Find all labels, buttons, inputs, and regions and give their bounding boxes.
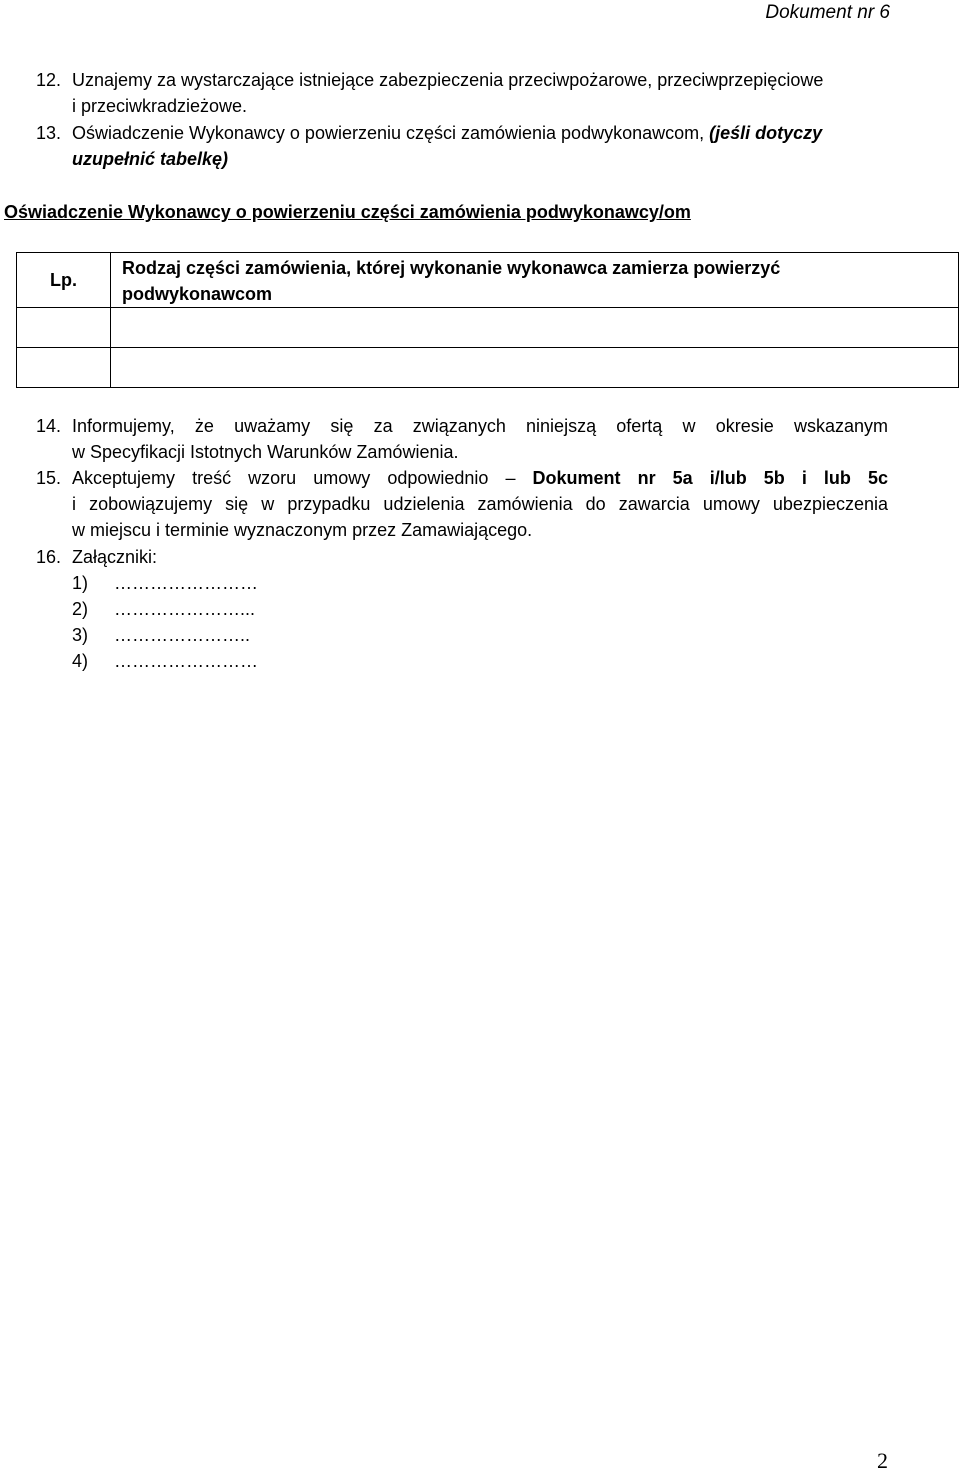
table-cell-lp[interactable] [17,348,111,388]
item-15-text [72,465,888,491]
attachment-number: 3) [72,625,89,645]
item-12 [36,67,823,93]
item-text: Uznajemy za wystarczające istniejące zabezpieczenia przeciwpożarowe, przeciwprzepięciowe [72,70,824,90]
table-row [17,348,959,388]
attachment-item [72,648,258,674]
page-number: 2 [877,1448,888,1473]
item-12-continuation: i przeciwkradzieżowe. [72,96,248,116]
item-number: 16. [36,547,62,567]
attachment-placeholder[interactable]: …………………… [114,651,258,671]
item-number: 14. [36,416,62,436]
item-number: 12. [36,70,62,90]
column-header-line: podwykonawcom [122,284,273,304]
item-number: 15. [36,468,62,488]
table-header-row [17,253,959,308]
attachment-placeholder[interactable]: …………………… [114,573,258,593]
item-text: Akceptujemy treść wzoru umowy odpowiednio – [72,468,533,488]
column-header-lp: Lp. [17,253,111,308]
table-cell-description[interactable] [111,348,959,388]
document-reference: Dokument nr 5a i/lub 5b i lub 5c [532,468,888,488]
attachment-placeholder[interactable]: ………………….. [114,625,251,645]
column-header-description [111,253,959,308]
item-14-text: Informujemy, że uważamy się za związanych niniejszą ofertą w okresie wskazanym [72,416,888,436]
item-13-note-continuation: uzupełnić tabelkę) [72,149,229,169]
attachment-item [72,570,258,596]
attachment-item [72,596,255,622]
subcontractor-table [16,252,959,388]
column-header-line: Rodzaj części zamówienia, której wykonanie wykonawca zamierza powierzyć [122,258,781,278]
item-number: 13. [36,123,62,143]
item-15-continuation: i zobowiązujemy się w przypadku udzielenia zamówienia do zawarcia umowy ubezpieczenia [72,494,888,514]
item-16 [36,544,157,570]
table-row [17,308,959,348]
item-text: Oświadczenie Wykonawcy o powierzeniu części zamówienia podwykonawcom, [72,123,710,143]
item-13 [36,120,822,146]
item-15-continuation: w miejscu i terminie wyznaczonym przez Zamawiającego. [72,520,533,540]
document-header: Dokument nr 6 [765,2,890,23]
attachment-number: 4) [72,651,89,671]
table-cell-lp[interactable] [17,308,111,348]
item-note: (jeśli dotyczy [709,123,823,143]
item-15 [36,465,72,491]
section-title: Oświadczenie Wykonawcy o powierzeniu części zamówienia podwykonawcy/om [4,202,691,222]
attachments-label: Załączniki: [72,547,158,567]
item-14 [36,413,72,439]
table-cell-description[interactable] [111,308,959,348]
attachment-number: 1) [72,573,89,593]
attachment-number: 2) [72,599,89,619]
item-14-continuation: w Specyfikacji Istotnych Warunków Zamówienia. [72,442,459,462]
attachment-item [72,622,250,648]
attachment-placeholder[interactable]: …………………... [114,599,256,619]
